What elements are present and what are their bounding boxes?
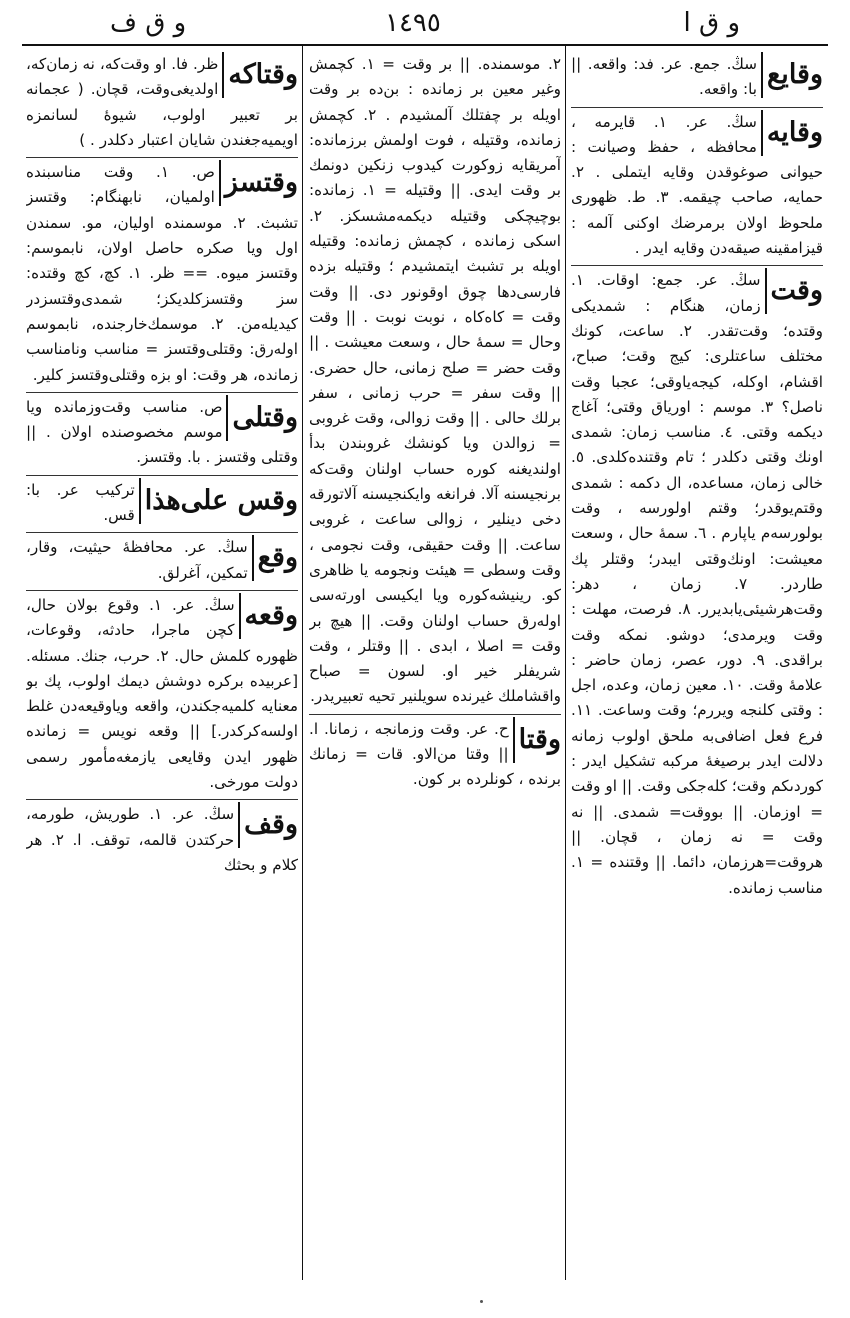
dictionary-entry: [26, 535, 298, 591]
entry-headword: وقايه: [761, 110, 823, 156]
entry-definition: ح. عر. وقت وزمانجه ، زمانا. ا. || وقتا من‌الاو. قات = زمانك برنده ، كونلرده بر كون.: [309, 719, 561, 789]
dictionary-entry: [26, 160, 298, 393]
column-right: [571, 52, 823, 1277]
entry-definition: ظر. فا. او وقت‌كه، نه زمان‌كه، اولديغى‌وقت، قچان. ( عجمانه بر تعبير اولوب، شيوۀ لسانمزه اويميه‌جغندن شايان اعتبار دكلدر . ): [26, 55, 298, 149]
entry-definition: سڭ. جمع. عر. فد: واقعه. || با: واقعه.: [571, 55, 757, 99]
entry-headword: وقتسز: [219, 160, 298, 206]
entry-definition: سڭ. عر. ١. طوريش، طورمه، حركتدن قالمه، توقف. ا. ٢. هر كلام و بحثك: [26, 805, 298, 874]
dictionary-entry: [571, 110, 823, 267]
page-number: ١٤٩٥: [385, 8, 441, 38]
header-rule: [22, 44, 828, 46]
entry-headword: وقتلى: [226, 395, 298, 441]
entry-headword: وقعه: [239, 593, 298, 639]
dictionary-entry: [26, 802, 298, 882]
dictionary-entry: [571, 268, 823, 904]
entry-definition: سڭ. عر. ١. قايرمه ، محافظه ، حفظ وصيانت : حيوانى صوغوقدن وقايه ايتملى . ٢. حمايه، صاحب چيقمه. ٣. ط. ظهورى ملحوظ اولان برمرضك اوكنى آلمه : قيزامقينه صيقه‌دن وقايه ايدر .: [571, 112, 823, 258]
dictionary-entry: [571, 52, 823, 108]
entry-headword: وقتاكه: [222, 52, 298, 98]
column-divider-right: [565, 44, 566, 1280]
column-divider-left: [302, 44, 303, 1280]
entry-definition: سڭ. عر. جمع: اوقات. ١. زمان، هنگام : شمديكى وقتده؛ وقت‌تقدر. ٢. ساعت، كونك مختلف ساعتلرى: كيج وقت؛ صباح، اقشام، اوكله، كيجه‌ياوقى؛ عجبا وقت ناصل؟ ٣. موسم : اورياق وقتى؛ آغاج ديكمه وقتى. ٤. مناسب زمان: شمدى اونك وقتى دكلدر ؛ تام وقتنده‌كلدى. ٥. خالى زمان، مساعده، ال دكمه : شمدى وقتم‌يوقدر؛ وقتم اولورسه ، وقت بولورسه‌م ياپارم . ٦. سمۀ حال ، وسعت معيشت: اونك‌وقتى ايبدر؛ وقتلر پك طاردر. ٧. زمان ، دهر: وقت‌هرشيئى‌يابديرر. ٨. فرصت، مهلت : وقت ويرمدى؛ دوشو. نمكه وقت براقدى. ٩. دور، عصر، زمان حاضر : علامۀ وقت. ١٠. معين زمان، وعده، اجل : وقتى كلنجه ويررم؛ وقت وساعت. ١١. فرع فعل اضافى‌به ملحق اولوب زمانه دلالت ايدر برصيغۀ مركبه تشكيل ايدر : كوردىكم وقت؛ كله‌جكى وقت. || او وقت = اوزمان. || بووقت= شمدى. || نه وقت = نه زمان ، قچان. || هروقت=هرزمان، دائما. || وقتنده = ١. مناسب زمانده.: [571, 271, 823, 897]
page-header: [0, 0, 850, 50]
entry-definition: ٢. موسمنده. || بر وقت = ١. كچمش وغير معين بر زمانده : بن‌ده بر وقت اويله بر چفتلك آلمشيدم . ٢. كچمش زمانده، وقتيله ، فوت اولمش برزمانده: آمريقايه زوكورت كيدوب زنكين دونمك بر وقت ايدى. || وقتيله = ١. زمانده: بوچيچكى وقتيله ديكمه‌مشسكز. ٢. اسكى زمانده ، كچمش زمانده: وقتيله اويله بر تشبث ايتمشيدم ؛ وقتيله بزده فارسى‌دها چوق اوقونور دى. || وقت وقت = كاه‌كاه ، نوبت نوبت . || وقت وحال = سمۀ حال ، وسعت معيشت . || وقت حضر = صلح زمانى، حال حضرى. || وقت سفر = حرب زمانى ، سفر برلك حالى . || وقت زوالى، وقت غروبى = زوالدن ويا كونشك غروبندن بدأ اولنديغنه كوره حساب اولنان وقت‌كه برنجيسنه آلا. فرانغه وايكنجيسنه آلاتورقه دخى دينلير ، زوالى ساعت ، غروبى ساعت. || وقت حقيقى، وقت نجومى ، وقت وسطى = هيئت ونجومه يا ظاهرى كو. رينيشه‌كوره ويا ايكيسى اورته‌سى اوله‌رق حساب اولنان وقت. || هيچ بر وقت = اصلا ، ابدى . || وقتلر ، وقت شريفلر خير او. لسون = صباح واقشاملك غيرنده سويلنير تحيه تعبيريدر.: [309, 55, 561, 706]
print-speck: [480, 1300, 483, 1303]
entry-headword: وقس على‌هذا: [139, 478, 298, 524]
dictionary-entry: [26, 593, 298, 800]
dictionary-entry: [26, 395, 298, 476]
entry-headword: وقايع: [761, 52, 823, 98]
header-right-guide: و ق ا: [683, 8, 740, 38]
dictionary-entry: [309, 717, 561, 797]
dictionary-entry-continued: [309, 52, 561, 715]
entry-headword: وقع: [252, 535, 298, 581]
dictionary-entry: [26, 52, 298, 158]
entry-definition: سڭ. عر. ١. وقوع بولان حال، كچن ماجرا، حادثه، وقوعات، ظهوره كلمش حال. ٢. حرب، جنك. مسئله. [عربيده بركره دوشش ديمك اولوب، پك بو معنايه كلميه‌جكندن، واقعه وياوقيعه‌دن غلط اولسه‌كركدر.] || وقعه نويس = زمانده ظهور ايدن وقايعى يازمغه‌مأمور رسمى دولت مورخى.: [26, 595, 298, 792]
dictionary-entry: [26, 478, 298, 534]
entry-headword: وقت: [765, 268, 823, 314]
header-left-guide: و ق ف: [110, 8, 187, 38]
entry-definition: ص. مناسب وقت‌وزمانده ويا موسم مخصوصنده اولان . || وقتلى وقتسز . با. وقتسز.: [26, 397, 298, 467]
entry-definition: سڭ. عر. محافظۀ حيثيت، وقار، تمكين، آغرلق.: [26, 538, 248, 582]
column-left: [26, 52, 298, 1277]
entry-headword: وقتا: [513, 717, 561, 763]
entry-headword: وقف: [238, 802, 298, 848]
entry-definition: ص. ١. وقت مناسبنده اولميان، نابهنگام: وقتسز تشبث. ٢. موسمنده اوليان، مو. سمندن اول ويا صكره حاصل اولان، نابموسم: وقتسز ميوه. == ظر. ١. كچ، كچ وقتده: سز وقتسزكلديكز؛ شمدى‌وقتسزدر كيديله‌من. ٢. موسمك‌خارجنده، نابموسم اوله‌رق: وقتلى‌وقتسز = مناسب ونامناسب زمانده، هر وقت: او بزه وقتلى‌وقتسز كلير.: [26, 163, 298, 384]
entry-definition: تركيب عر. با: قس.: [26, 480, 135, 525]
column-middle: [309, 52, 561, 1277]
